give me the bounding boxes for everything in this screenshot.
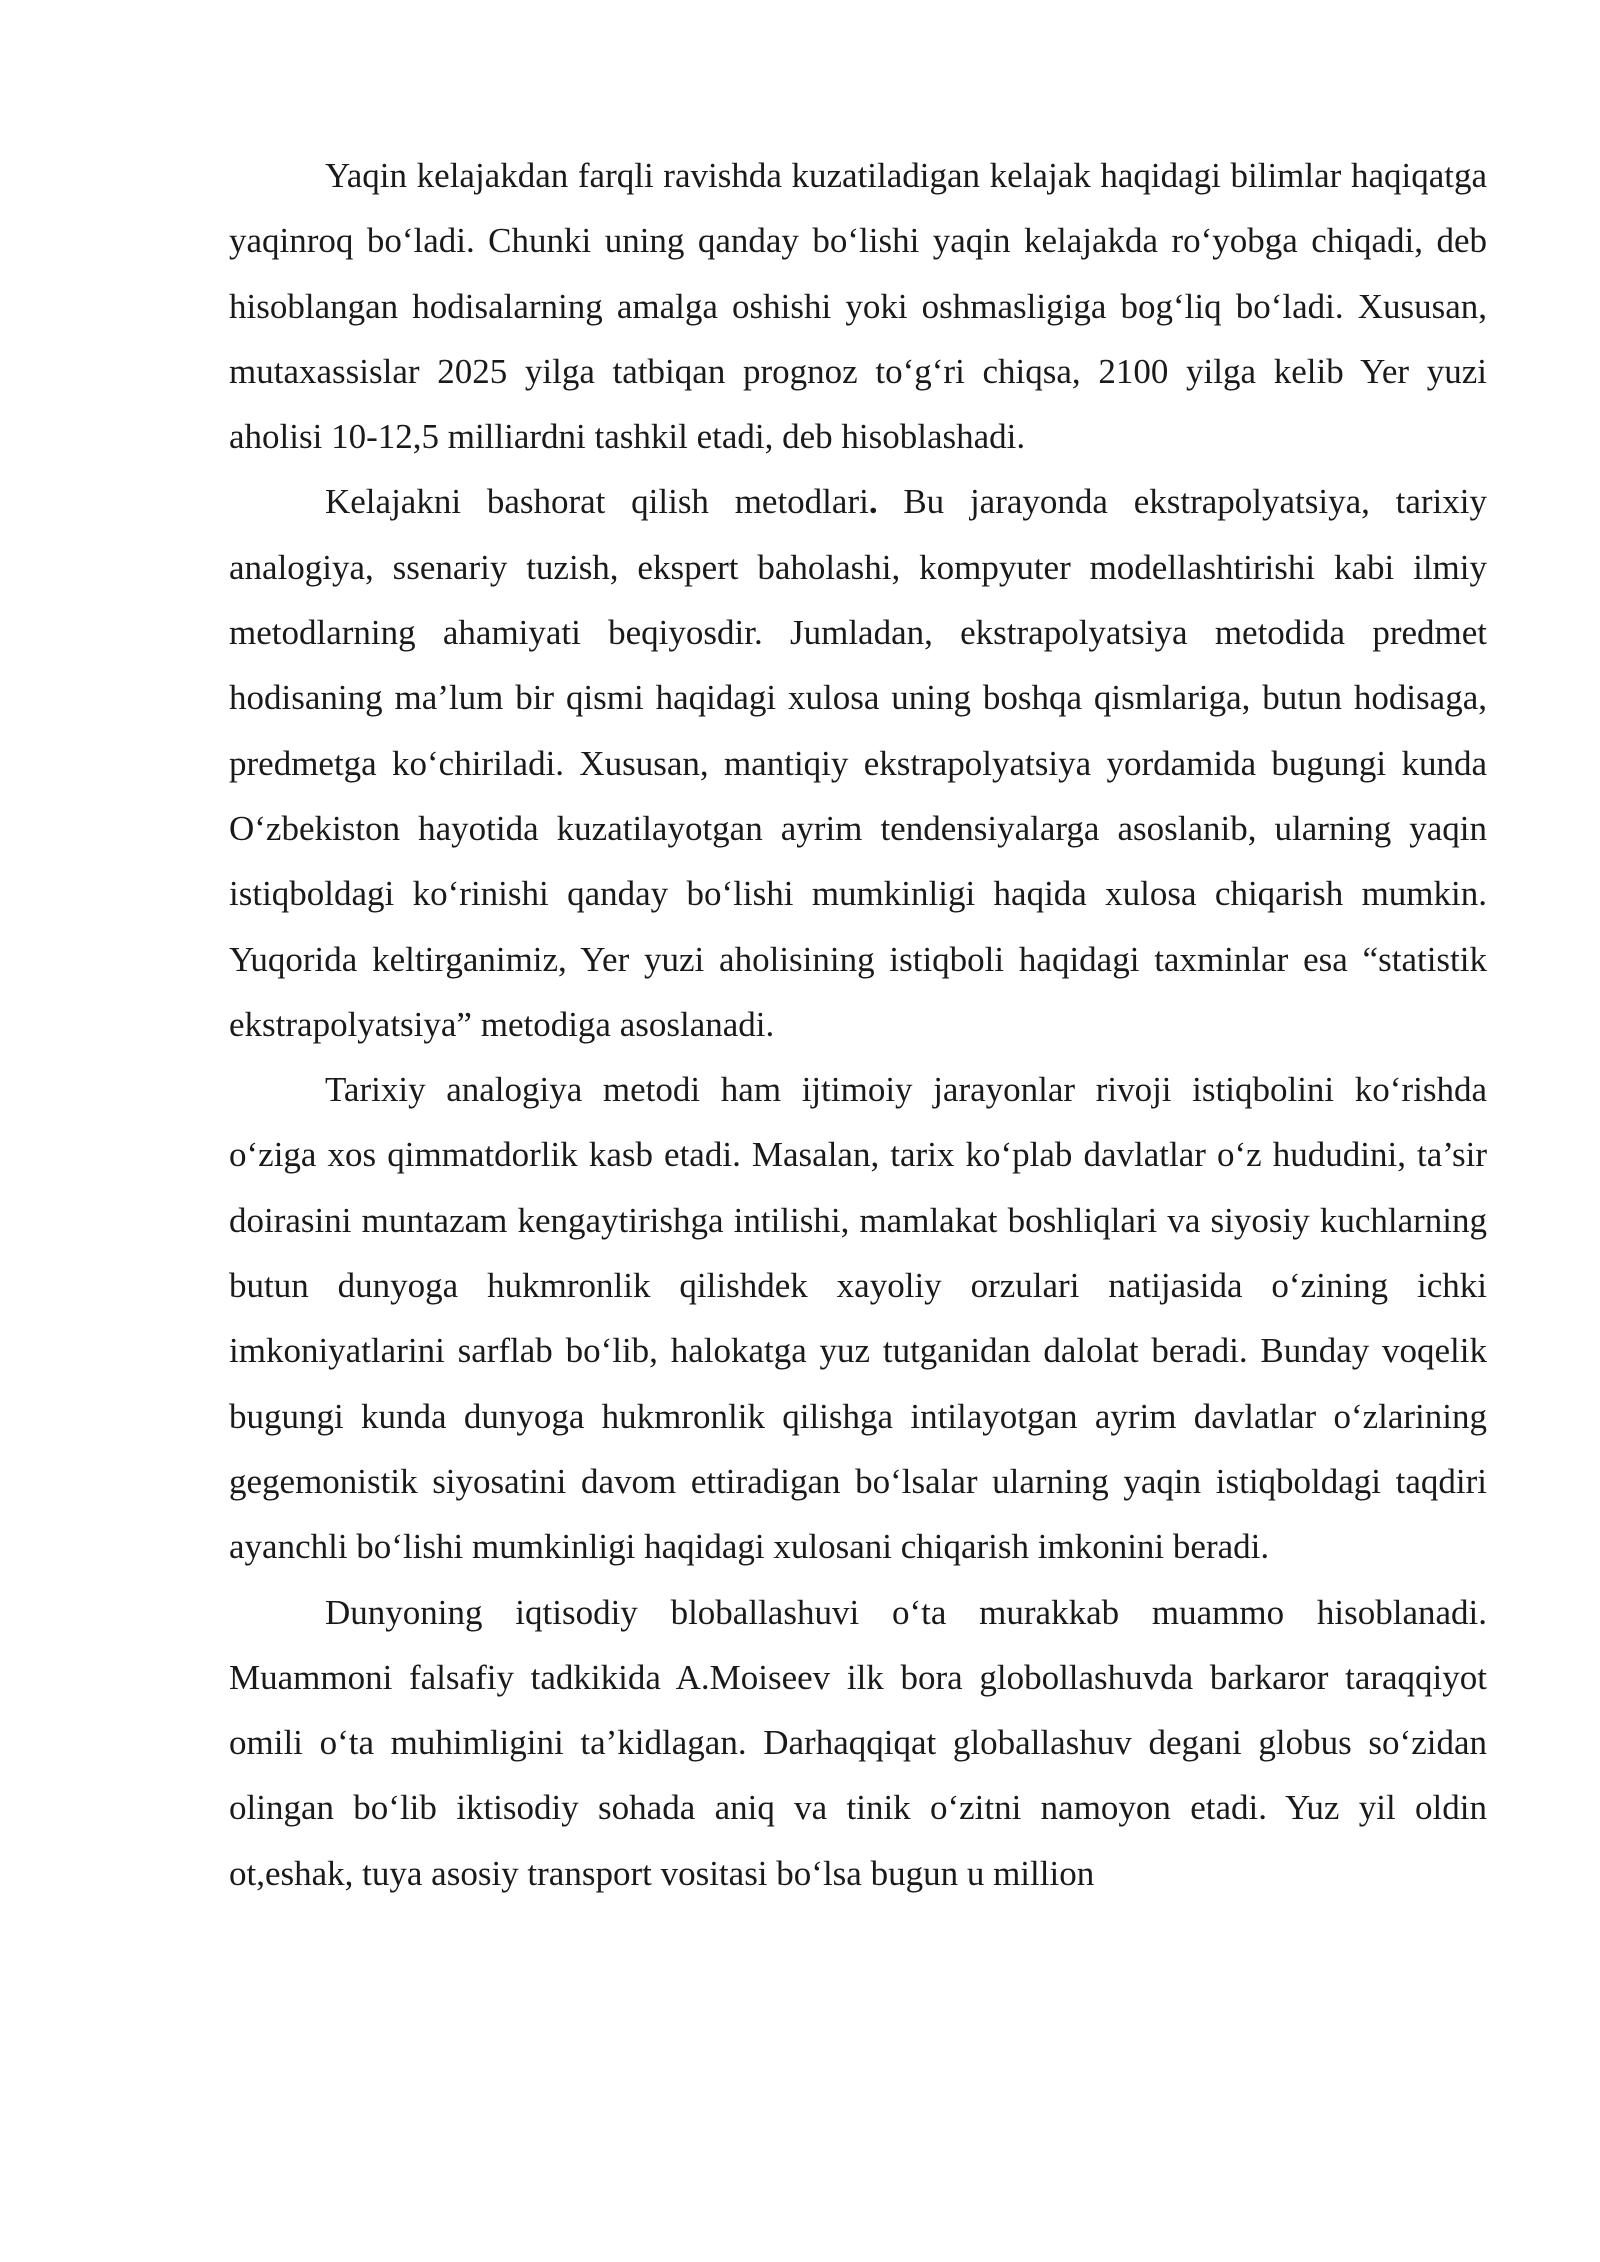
paragraph-lead-phrase: Kelajakni bashorat qilish metodlari [325,482,869,522]
paragraph-historical-analogy: Tarixiy analogiya metodi ham ijtimoiy jarayonlar rivoji istiqbolini ko‘rishda o‘ziga xos qimmatdorlik kasb etadi. Masalan, tarix ko‘plab davlatlar o‘z hududini, ta’sir doirasini muntazam kengaytirishga intilishi, mamlakat boshliqlari va siyosiy kuchlarning butun dunyoga hukmronlik qilishdek xayoliy orzulari natijasida o‘zining ichki imkoniyatlarini sarflab bo‘lib, halokatga yuz tutganidan dalolat beradi. Bunday voqelik bugungi kunda dunyoga hukmronlik qilishga intilayotgan ayrim davlatlar o‘zlarining gegemonistik siyosatini davom ettiradigan bo‘lsalar ularning yaqin istiqboldagi taqdiri ayanchli bo‘lishi mumkinligi haqidagi xulosani chiqarish imkonini beradi. [229,1070,1487,1567]
paragraph-lead-punctuation: . [868,482,878,522]
document-body [229,143,1487,1906]
paragraph-forecasting-methods [229,469,1487,1057]
paragraph-body-text: Bu jarayonda ekstrapolyatsiya, tarixiy analogiya, ssenariy tuzish, ekspert baholashi, kompyuter modellashtirishi kabi ilmiy metodlarning ahamiyati beqiyosdir. Jumladan, ekstrapolyatsiya metodida predmet hodisaning ma’lum bir qismi haqidagi xulosa uning boshqa qismlariga, butun hodisaga, predmetga ko‘chiriladi. Xususan, mantiqiy ekstrapolyatsiya yordamida bugungi kunda O‘zbekiston hayotida kuzatilayotgan ayrim tendensiyalarga asoslanib, ularning yaqin istiqboldagi ko‘rinishi qanday bo‘lishi mumkinligi haqida xulosa chiqarish mumkin. Yuqorida keltirganimiz, Yer yuzi aholisining istiqboli haqidagi taxminlar esa “statistik ekstrapolyatsiya” metodiga asoslanadi. [229,482,1487,1044]
paragraph-globalization: Dunyoning iqtisodiy bloballashuvi o‘ta murakkab muammo hisoblanadi. Muammoni falsafiy tadkikida A.Moiseev ilk bora globollashuvda barkaror taraqqiyot omili o‘ta muhimligini ta’kidlagan. Darhaqqiqat globallashuv degani globus so‘zidan olingan bo‘lib iktisodiy sohada aniq va tinik o‘zitni namoyon etadi. Yuz yil oldin ot,eshak, tuya asosiy transport vositasi bo‘lsa bugun u million [229,1592,1487,1893]
paragraph-future-knowledge: Yaqin kelajakdan farqli ravishda kuzatiladigan kelajak haqidagi bilimlar haqiqatga yaqinroq bo‘ladi. Chunki uning qanday bo‘lishi yaqin kelajakda ro‘yobga chiqadi, deb hisoblangan hodisalarning amalga oshishi yoki oshmasligiga bog‘liq bo‘ladi. Xususan, mutaxassislar 2025 yilga tatbiqan prognoz to‘g‘ri chiqsa, 2100 yilga kelib Yer yuzi aholisi 10-12,5 milliardni tashkil etadi, deb hisoblashadi. [229,156,1487,457]
